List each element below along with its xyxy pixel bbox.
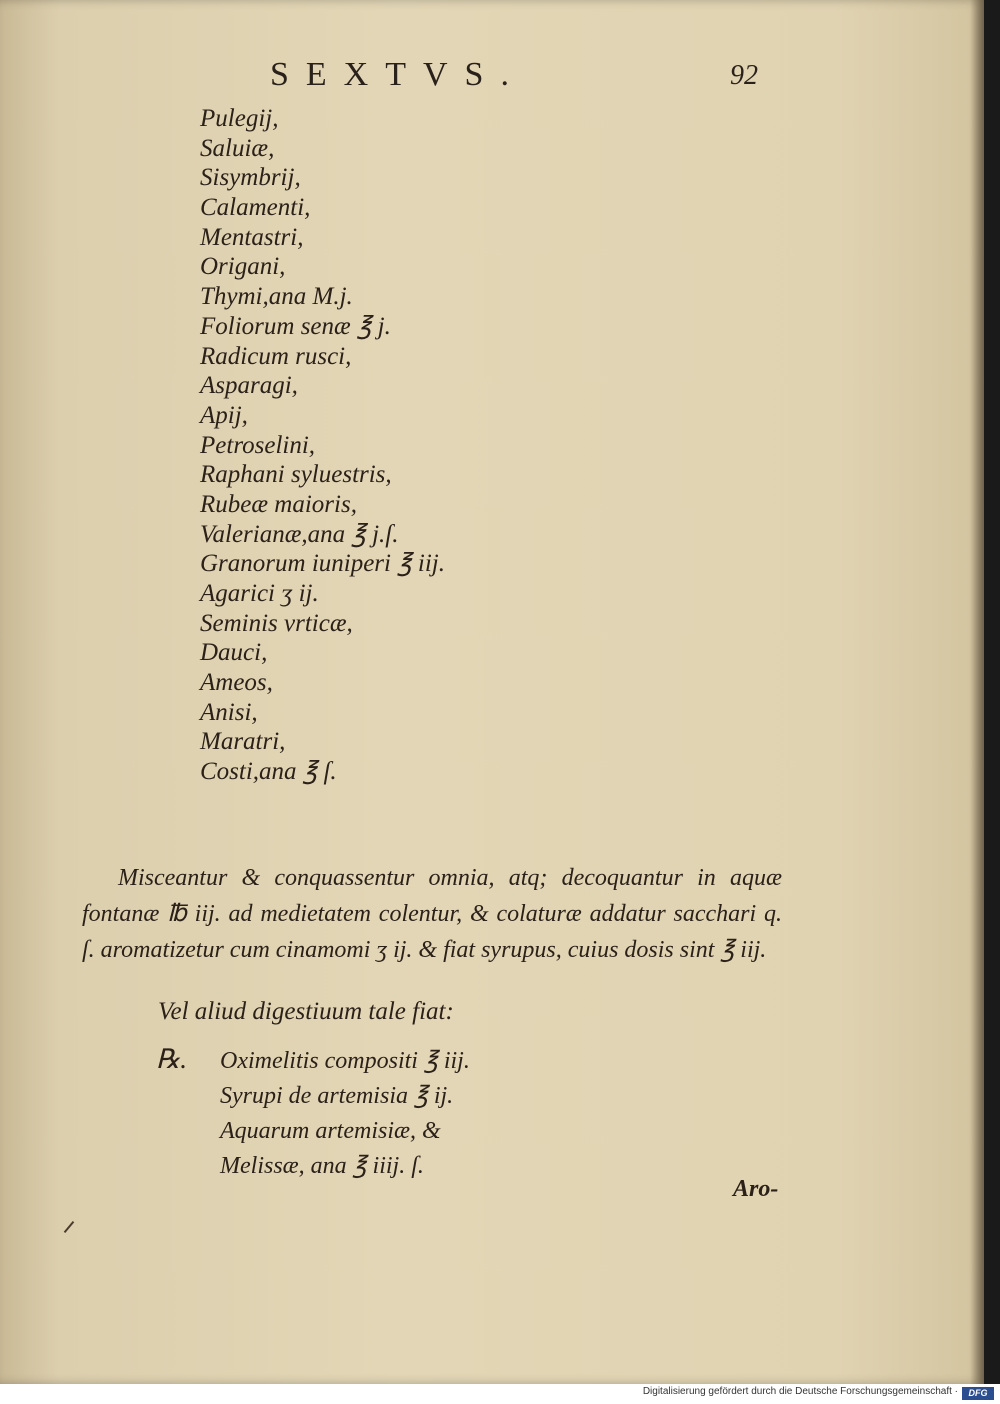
catchword: Aro- — [733, 1176, 779, 1202]
ingredient-line: Mentastri, — [200, 223, 304, 251]
footer-credit: Digitalisierung gefördert durch die Deutsche Forschungsgemeinschaft · — [642, 1386, 958, 1397]
ingredient-line: Saluiæ, — [200, 134, 275, 162]
ingredient-line: Calamenti, — [200, 194, 311, 222]
ingredient-line: Ameos, — [200, 669, 273, 697]
ingredient-line: Costi,ana ℥ ſ. — [200, 758, 337, 786]
recipe-line: Melissæ, ana ℥ iiij. ſ. — [220, 1153, 424, 1179]
ingredient-line: Petroselini, — [200, 431, 316, 459]
recipe-line: Syrupi de artemisia ℥ ij. — [220, 1083, 454, 1109]
footer-bar — [0, 1384, 1000, 1404]
ingredient-line: Rubeæ maioris, — [200, 490, 357, 518]
ingredient-line: Apij, — [200, 401, 248, 429]
ingredient-line: Agarici ʒ ij. — [200, 580, 319, 607]
recipe-line: Oximelitis compositi ℥ iij. — [220, 1048, 470, 1074]
ingredient-line: Anisi, — [200, 698, 258, 726]
ingredient-line: Asparagi, — [200, 372, 298, 400]
ingredient-line: Maratri, — [200, 728, 286, 756]
ingredient-line: Dauci, — [200, 639, 268, 667]
ingredient-list — [200, 104, 445, 787]
running-header-title: SEXTVS. — [270, 56, 526, 93]
ingredient-line: Pulegij, — [200, 105, 279, 132]
ingredient-line: Origani, — [200, 253, 286, 281]
ingredient-line: Seminis vrticæ, — [200, 609, 353, 637]
ingredient-line: Foliorum senæ ℥ j. — [200, 312, 391, 340]
recipe-symbol: ℞. — [156, 1044, 187, 1074]
ingredient-line: Sisymbrij, — [200, 164, 301, 192]
ingredient-line: Granorum iuniperi ℥ iij. — [200, 550, 446, 578]
ingredient-line: Valerianæ,ana ℥ j.ſ. — [200, 520, 399, 548]
recipe-list — [220, 1044, 470, 1184]
body-paragraph: Misceantur & conquassentur omnia, atq; decoquantur in aquæ fontanæ ℔ iij. ad medietatem colentur, & colaturæ addatur sacchari q. ſ. aromatizetur cum cinamomi ʒ ij. & fiat syrupus, cuius dosis sint ℥ iij. — [82, 865, 782, 963]
ingredient-line: Thymi,ana M.j. — [200, 283, 353, 311]
ink-mark — [64, 1221, 75, 1233]
recipe-line: Aquarum artemisiæ, & — [220, 1118, 441, 1144]
ingredient-line: Radicum rusci, — [200, 342, 352, 370]
ingredient-line: Raphani syluestris, — [200, 461, 392, 489]
page-number: 92 — [730, 60, 758, 91]
dfg-logo: DFG — [962, 1387, 994, 1400]
recipe-intro-line: Vel aliud digestiuum tale fiat: — [158, 998, 454, 1025]
